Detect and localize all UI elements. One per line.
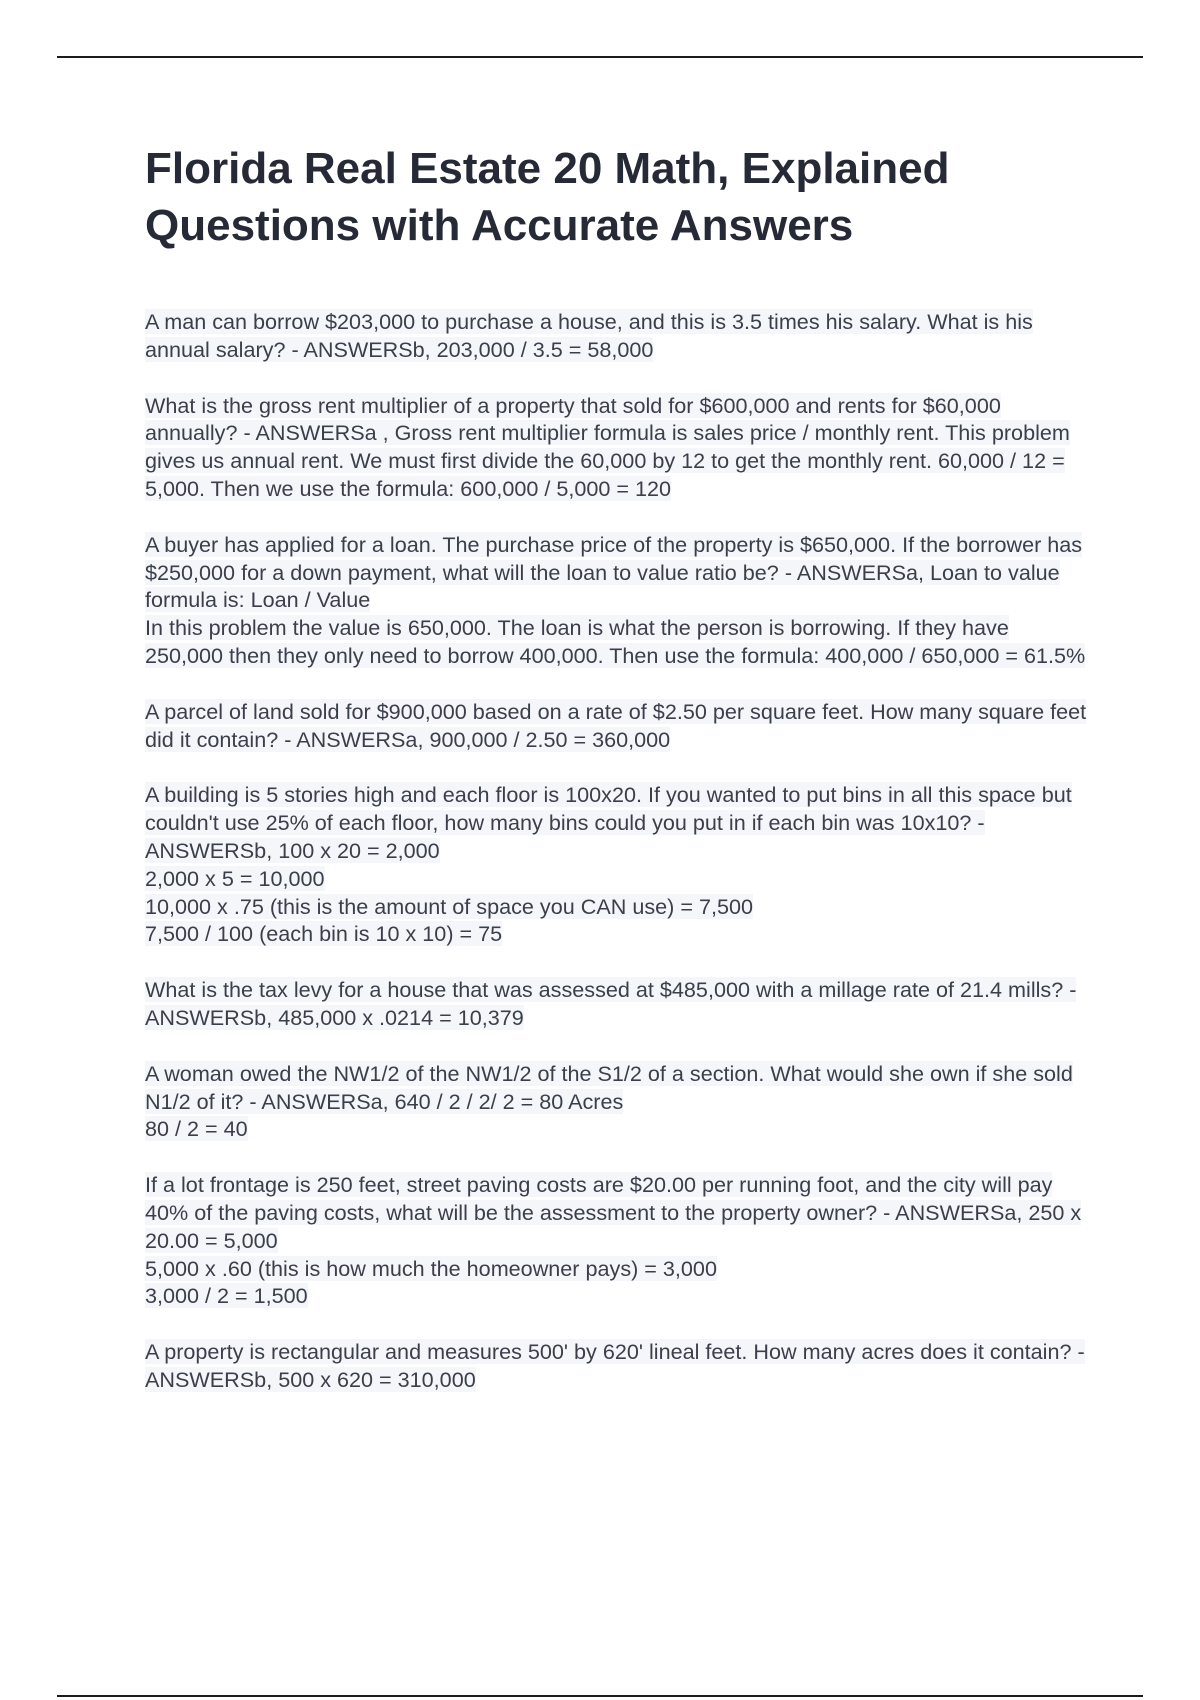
document-body <box>145 140 1090 1422</box>
qa-item <box>145 781 1090 948</box>
qa-text: 2,000 x 5 = 10,000 <box>145 865 325 891</box>
qa-text: 80 / 2 = 40 <box>145 1116 248 1142</box>
qa-text: If a lot frontage is 250 feet, street paving costs are $20.00 per running foot, and the city will pay 40% of the paving costs, what will be the assessment to the property owner? - ANSWERSa, 250 x 20.00 = 5,000 <box>145 1172 1082 1253</box>
bottom-rule <box>57 1695 1143 1697</box>
qa-text: A buyer has applied for a loan. The purchase price of the property is $650,000. If the borrower has $250,000 for a down payment, what will the loan to value ratio be? - ANSWERSa, Loan to value formula is: Loan / Value <box>145 531 1083 613</box>
top-rule <box>57 56 1143 58</box>
document-title: Florida Real Estate 20 Math, Explained Questions with Accurate Answers <box>145 144 950 250</box>
qa-item <box>145 1060 1090 1143</box>
qa-text: What is the gross rent multiplier of a property that sold for $600,000 and rents for $60,000 annually? - ANSWERSa , Gross rent multiplier formula is sales price / monthly rent. This problem gives us annual rent. We must first divide the 60,000 by 12 to get the monthly rent. 60,000 / 12 = 5,000. Then we use the formula: 600,000 / 5,000 = 120 <box>145 392 1070 501</box>
qa-item <box>145 698 1090 754</box>
qa-text: 3,000 / 2 = 1,500 <box>145 1283 308 1309</box>
qa-text: 5,000 x .60 (this is how much the homeowner pays) = 3,000 <box>145 1255 717 1281</box>
qa-text: 10,000 x .75 (this is the amount of space you CAN use) = 7,500 <box>145 893 753 919</box>
qa-item <box>145 1338 1090 1394</box>
qa-text: A parcel of land sold for $900,000 based on a rate of $2.50 per square feet. How many square feet did it contain? - ANSWERSa, 900,000 / 2.50 = 360,000 <box>145 698 1087 752</box>
qa-text: In this problem the value is 650,000. The loan is what the person is borrowing. If they have 250,000 then they only need to borrow 400,000. Then use the formula: 400,000 / 650,000 = 61.5% <box>145 615 1086 668</box>
qa-text: What is the tax levy for a house that was assessed at $485,000 with a millage rate of 21.4 mills? - ANSWERSb, 485,000 x .0214 = 10,379 <box>145 977 1077 1030</box>
qa-text: A woman owed the NW1/2 of the NW1/2 of the S1/2 of a section. What would she own if she sold N1/2 of it? - ANSWERSa, 640 / 2 / 2/ 2 = 80 Acres <box>145 1060 1073 1114</box>
qa-item <box>145 308 1090 364</box>
qa-item <box>145 976 1090 1032</box>
qa-item <box>145 531 1090 670</box>
qa-text: A property is rectangular and measures 500' by 620' lineal feet. How many acres does it contain? - ANSWERSb, 500 x 620 = 310,000 <box>145 1339 1085 1392</box>
qa-text: 7,500 / 100 (each bin is 10 x 10) = 75 <box>145 921 503 947</box>
qa-item <box>145 392 1090 503</box>
qa-item <box>145 1171 1090 1310</box>
qa-list <box>145 308 1090 1394</box>
qa-text: A man can borrow $203,000 to purchase a house, and this is 3.5 times his salary. What is his annual salary? - ANSWERSb, 203,000 / 3.5 = 58,000 <box>145 309 1033 362</box>
qa-text: A building is 5 stories high and each floor is 100x20. If you wanted to put bins in all this space but couldn't use 25% of each floor, how many bins could you put in if each bin was 10x10? - ANSWERSb, 100 x 20 = 2,000 <box>145 782 1072 863</box>
